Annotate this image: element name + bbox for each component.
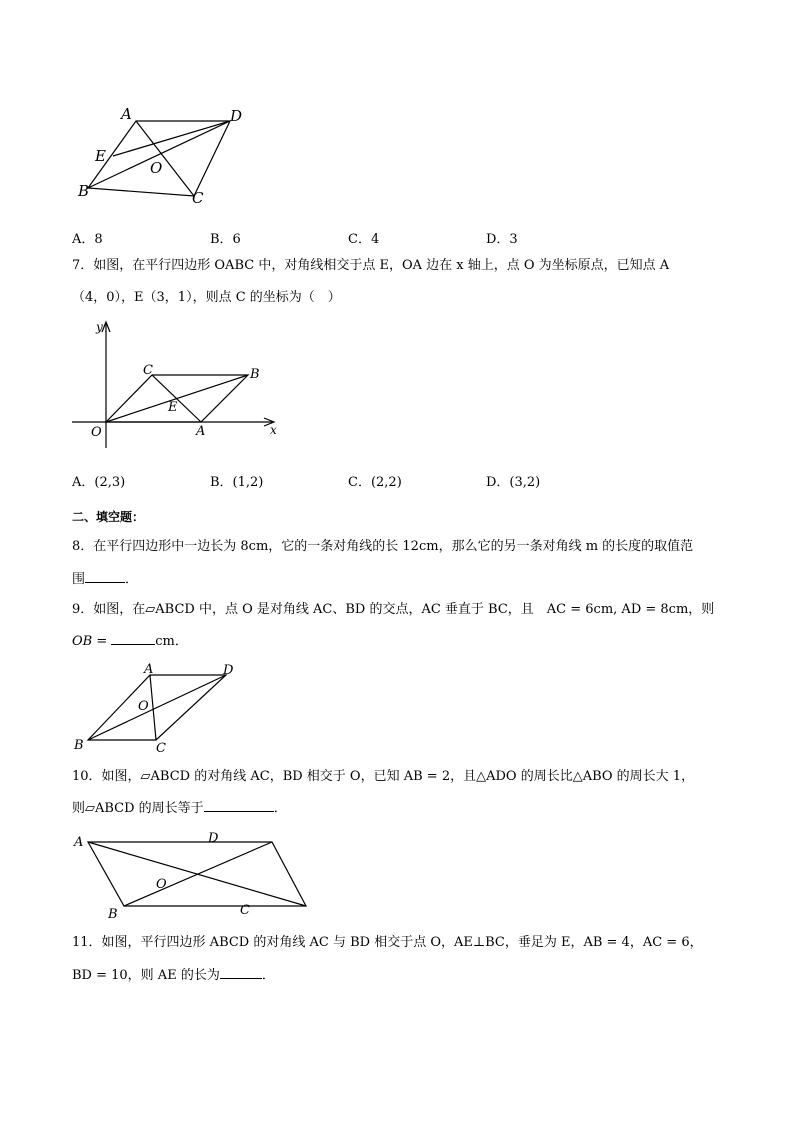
label-a: A xyxy=(74,835,84,850)
q7-option-b: B．(1,2) xyxy=(210,475,264,490)
q6-option-d: D．3 xyxy=(486,232,518,247)
q7-option-d: D．(3,2) xyxy=(486,475,541,490)
label-y: y xyxy=(96,320,103,334)
q11-text-start: BD = 10，则 AE 的长为 xyxy=(72,968,220,983)
label-a: A xyxy=(144,662,154,677)
q8-text-line2 xyxy=(72,570,138,589)
label-c: C xyxy=(240,903,250,918)
label-e: E xyxy=(168,400,178,415)
q7-text-line1: 7．如图，在平行四边形 OABC 中，对角线相交于点 E，OA 边在 x 轴上，点 O 为坐标原点，已知点 A xyxy=(72,258,670,273)
label-d: D xyxy=(208,831,219,846)
q7-figure xyxy=(66,318,286,448)
label-b: B xyxy=(74,738,84,753)
q11-text-end: ． xyxy=(261,968,275,983)
q10-figure xyxy=(70,826,270,926)
q6-figure xyxy=(70,100,280,215)
label-c: C xyxy=(192,189,204,207)
q9-text-line2 xyxy=(72,632,188,651)
label-e: E xyxy=(95,147,106,165)
diagonal-bd xyxy=(124,842,272,906)
section-fill-in-blank: 二、填空题： xyxy=(72,510,145,524)
q6-option-c: C．4 xyxy=(348,232,380,247)
label-d: D xyxy=(223,663,234,678)
q8-text-end: ． xyxy=(125,572,139,587)
q11-answer-blank[interactable] xyxy=(220,966,262,979)
label-o: O xyxy=(91,425,102,440)
label-b: B xyxy=(250,367,260,382)
diagonal-ac xyxy=(136,121,194,196)
label-o: O xyxy=(138,699,149,714)
diagonal-bd xyxy=(88,121,230,188)
q10-text-start: 则▱ABCD 的周长等于 xyxy=(72,801,204,816)
label-b: B xyxy=(108,907,118,922)
q10-text-line1: 10．如图，▱ABCD 的对角线 AC，BD 相交于 O，已知 AB = 2，且△ADO 的周长比△ABO 的周长大 1， xyxy=(72,769,695,784)
q9-text-start: OB = xyxy=(72,634,108,649)
q8-answer-blank[interactable] xyxy=(85,570,125,583)
q11-text-line2 xyxy=(72,966,275,985)
label-c: C xyxy=(156,741,166,756)
label-c: C xyxy=(143,363,153,378)
label-a: A xyxy=(196,424,206,439)
q7-text-line2: （4，0），E（3，1），则点 C 的坐标为（ ） xyxy=(72,290,341,305)
diagonal-bd xyxy=(88,675,226,740)
q9-answer-blank[interactable] xyxy=(111,632,155,645)
label-x: x xyxy=(270,423,277,437)
diagonal-ac xyxy=(150,675,156,740)
q9-figure xyxy=(70,660,250,755)
label-o: O xyxy=(156,877,167,892)
q10-text-line2 xyxy=(72,799,287,818)
q6-option-a: A．8 xyxy=(72,232,103,247)
q8-text-start: 围 xyxy=(72,572,86,587)
q9-text-line1: 9．如图，在▱ABCD 中，点 O 是对角线 AC、BD 的交点，AC 垂直于 BC，且 AC = 6cm, AD = 8cm，则 xyxy=(72,602,715,617)
label-o: O xyxy=(150,159,163,177)
label-d: D xyxy=(230,107,243,125)
label-a: A xyxy=(121,105,132,123)
q10-answer-blank[interactable] xyxy=(204,799,274,812)
segment-ed xyxy=(113,121,230,156)
label-b: B xyxy=(78,182,90,200)
q7-option-c: C．(2,2) xyxy=(348,475,402,490)
q11-text-line1: 11．如图，平行四边形 ABCD 的对角线 AC 与 BD 相交于点 O，AE⊥BC，垂足为 E，AB = 4，AC = 6， xyxy=(72,935,703,950)
q6-option-b: B．6 xyxy=(210,232,241,247)
q7-option-a: A．(2,3) xyxy=(72,475,126,490)
q10-text-end: ． xyxy=(273,801,287,816)
q9-text-end: cm． xyxy=(155,634,188,649)
q8-text-line1: 8．在平行四边形中一边长为 8cm，它的一条对角线的长 12cm，那么它的另一条对角线 m 的长度的取值范 xyxy=(72,539,694,554)
